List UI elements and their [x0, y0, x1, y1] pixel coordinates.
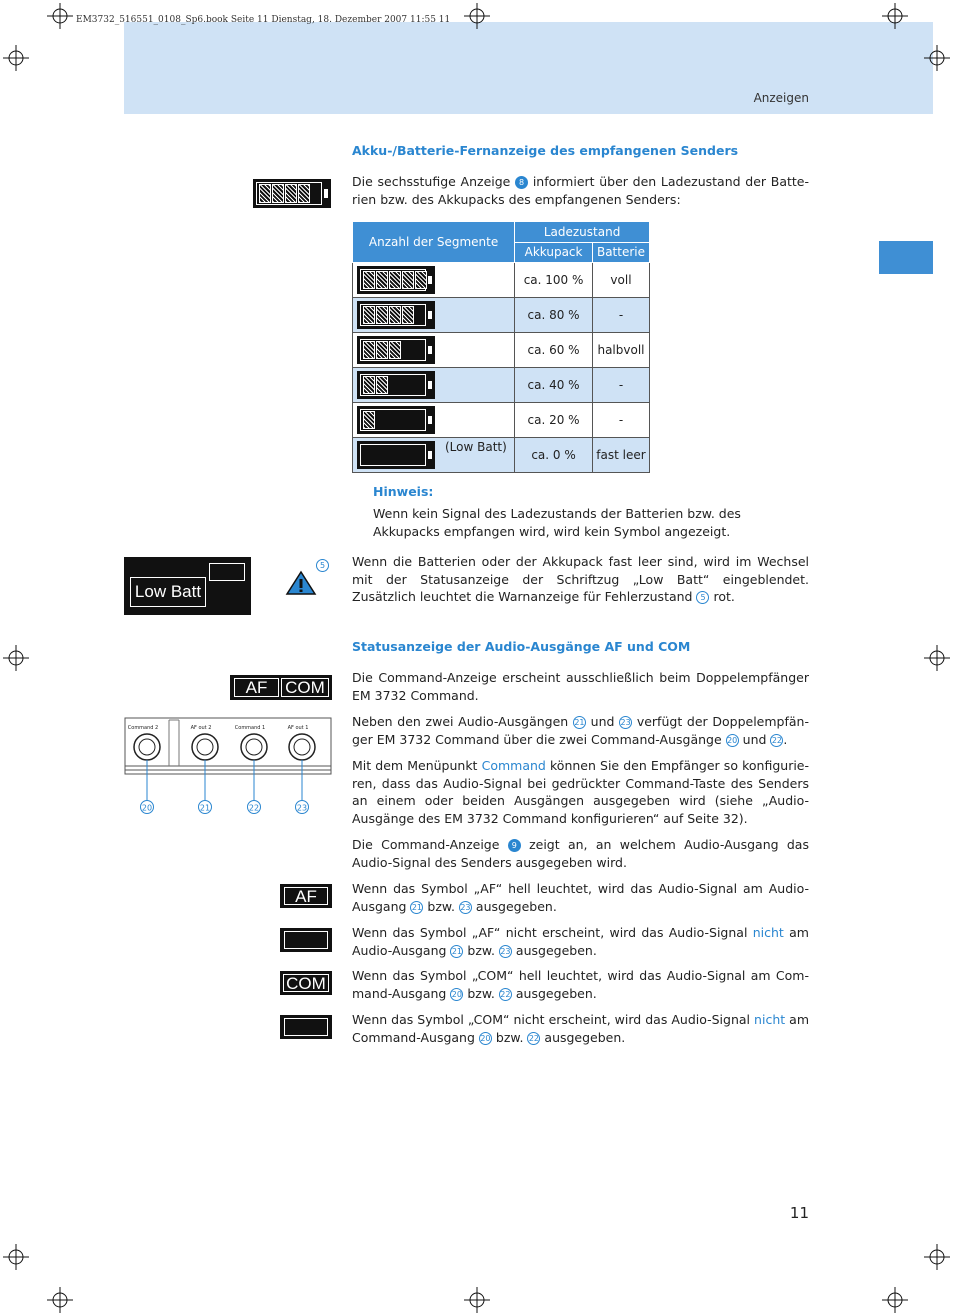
- page-number: 11: [789, 1204, 809, 1222]
- audio-p2: Neben den zwei Audio-Ausgängen 21 und 23 verfügt der Doppelempfän-ger EM 3732 Command über die zwei Command-Ausgänge 20 und 22.: [352, 714, 809, 747]
- battery-level-icon: [357, 441, 435, 469]
- table-row: [353, 263, 650, 298]
- connector-callout: 20: [141, 803, 153, 813]
- registration-mark-icon: [924, 45, 950, 71]
- table-row: [353, 298, 650, 333]
- col-charge: Ladezustand: [515, 222, 650, 243]
- connector-label: Command 1: [234, 725, 266, 731]
- state-com-off: Wenn das Symbol „COM“ nicht erscheint, wird das Audio-Signal nicht am Command-Ausgang 20 bzw. 22 ausgegeben.: [352, 1012, 809, 1045]
- state-af-lit: Wenn das Symbol „AF“ hell leuchtet, wird das Audio-Signal am Audio-Ausgang 21 bzw. 23 ausgegeben.: [352, 881, 809, 914]
- connector-callout: 23: [296, 803, 308, 813]
- registration-mark-icon: [882, 3, 908, 29]
- af-lit-display: AF: [280, 884, 332, 908]
- audio-p1: Die Command-Anzeige erscheint ausschließlich beim Doppelempfänger EM 3732 Command.: [352, 670, 809, 703]
- batt-value: -: [592, 298, 649, 333]
- batt-value: halbvoll: [592, 333, 649, 368]
- com-off-display: [280, 1015, 332, 1039]
- output-connectors-figure: [124, 712, 332, 820]
- hinweis-title: Hinweis:: [373, 484, 434, 499]
- af-off-display: [280, 928, 332, 952]
- registration-mark-icon: [882, 1287, 908, 1313]
- audio-p3: Mit dem Menüpunkt Command können Sie den Empfänger so konfigurie-ren, dass das Audio-Signal bei gedrückter Command-Taste des Senders an einem oder beiden Ausgängen ausgegeben wird (siehe „Audio-Ausgänge des EM 3732 Command konfigurieren“ auf Seite 32).: [352, 758, 810, 826]
- batt-value: voll: [592, 263, 649, 298]
- akku-value: ca. 60 %: [515, 333, 593, 368]
- state-com-lit: Wenn das Symbol „COM“ hell leuchtet, wird das Audio-Signal am Com-mand-Ausgang 20 bzw. 22 ausgegeben.: [352, 968, 809, 1001]
- connector-callout: 21: [199, 803, 211, 813]
- charge-table: [352, 221, 650, 473]
- battery-level-icon: [357, 406, 435, 434]
- col-batterie: Batterie: [592, 242, 649, 263]
- battery-level-icon: [357, 336, 435, 364]
- battery-level-icon: [357, 371, 435, 399]
- xlr-connector-icon: [241, 734, 267, 760]
- akku-value: ca. 0 %: [515, 438, 593, 473]
- col-segments: Anzahl der Segmente: [353, 222, 515, 263]
- chapter-tab: [879, 241, 933, 274]
- akku-value: ca. 20 %: [515, 403, 593, 438]
- battery-level-icon: [357, 266, 435, 294]
- hinweis-text: Wenn kein Signal des Ladezustands der Batterien bzw. des Akkupacks empfangen wird, wird kein Symbol angezeigt.: [373, 506, 741, 539]
- battery-display-icon: [253, 179, 331, 208]
- batt-value: -: [592, 368, 649, 403]
- registration-mark-icon: [47, 3, 73, 29]
- registration-mark-icon: [464, 3, 490, 29]
- table-row: [353, 333, 650, 368]
- com-lit-display: COM: [280, 971, 332, 995]
- batt-value: fast leer: [592, 438, 649, 473]
- state-af-off: Wenn das Symbol „AF“ nicht erscheint, wird das Audio-Signal nicht am Audio-Ausgang 21 bzw. 23 ausgegeben.: [352, 925, 809, 958]
- registration-mark-icon: [3, 645, 29, 671]
- lowbatt-label: Low Batt: [130, 577, 206, 607]
- audio-heading: Statusanzeige der Audio-Ausgänge AF und COM: [352, 639, 691, 654]
- row-note: (Low Batt): [445, 440, 507, 454]
- registration-mark-icon: [464, 1287, 490, 1313]
- table-row: [353, 438, 650, 473]
- lowbatt-display: [124, 557, 251, 615]
- xlr-connector-icon: [289, 734, 315, 760]
- header-band: [124, 22, 933, 114]
- callout-5: 5: [316, 559, 329, 572]
- connector-label: AF out 2: [190, 725, 212, 731]
- battery-level-icon: [357, 301, 435, 329]
- table-row: [353, 368, 650, 403]
- warning-icon: [285, 570, 317, 596]
- af-com-display: AF COM: [230, 675, 332, 700]
- akku-value: ca. 100 %: [515, 263, 593, 298]
- section-label: Anzeigen: [753, 91, 809, 105]
- registration-mark-icon: [3, 45, 29, 71]
- connector-callout: 22: [248, 803, 260, 813]
- xlr-connector-icon: [134, 734, 160, 760]
- registration-mark-icon: [924, 1244, 950, 1270]
- registration-mark-icon: [924, 645, 950, 671]
- empty-battery-icon: [209, 563, 245, 581]
- connector-label: Command 2: [127, 725, 159, 731]
- audio-p4: Die Command-Anzeige 9 zeigt an, an welchem Audio-Ausgang das Audio-Signal des Senders ausgegeben wird.: [352, 837, 809, 870]
- akku-intro: Die sechsstufige Anzeige 8 informiert über den Ladezustand der Batte-rien bzw. des Akkupacks des empfangenen Senders:: [352, 174, 809, 207]
- table-row: [353, 403, 650, 438]
- lowbatt-text: Wenn die Batterien oder der Akkupack fast leer sind, wird im Wechsel mit der Statusanzeige der Schriftzug „Low Batt“ eingeblendet. Zusätzlich leuchtet die Warnanzeige für Fehlerzustand 5 rot.: [352, 554, 809, 604]
- xlr-connector-icon: [192, 734, 218, 760]
- registration-mark-icon: [47, 1287, 73, 1313]
- akku-value: ca. 40 %: [515, 368, 593, 403]
- akku-heading: Akku-/Batterie-Fernanzeige des empfangenen Senders: [352, 143, 739, 158]
- print-slug: EM3732_516551_0108_Sp6.book Seite 11 Dienstag, 18. Dezember 2007 11:55 11: [76, 15, 451, 25]
- akku-value: ca. 80 %: [515, 298, 593, 333]
- registration-mark-icon: [3, 1244, 29, 1270]
- ref-badge: 8: [515, 176, 528, 189]
- batt-value: -: [592, 403, 649, 438]
- col-akkupack: Akkupack: [515, 242, 593, 263]
- connector-label: AF out 1: [287, 725, 309, 731]
